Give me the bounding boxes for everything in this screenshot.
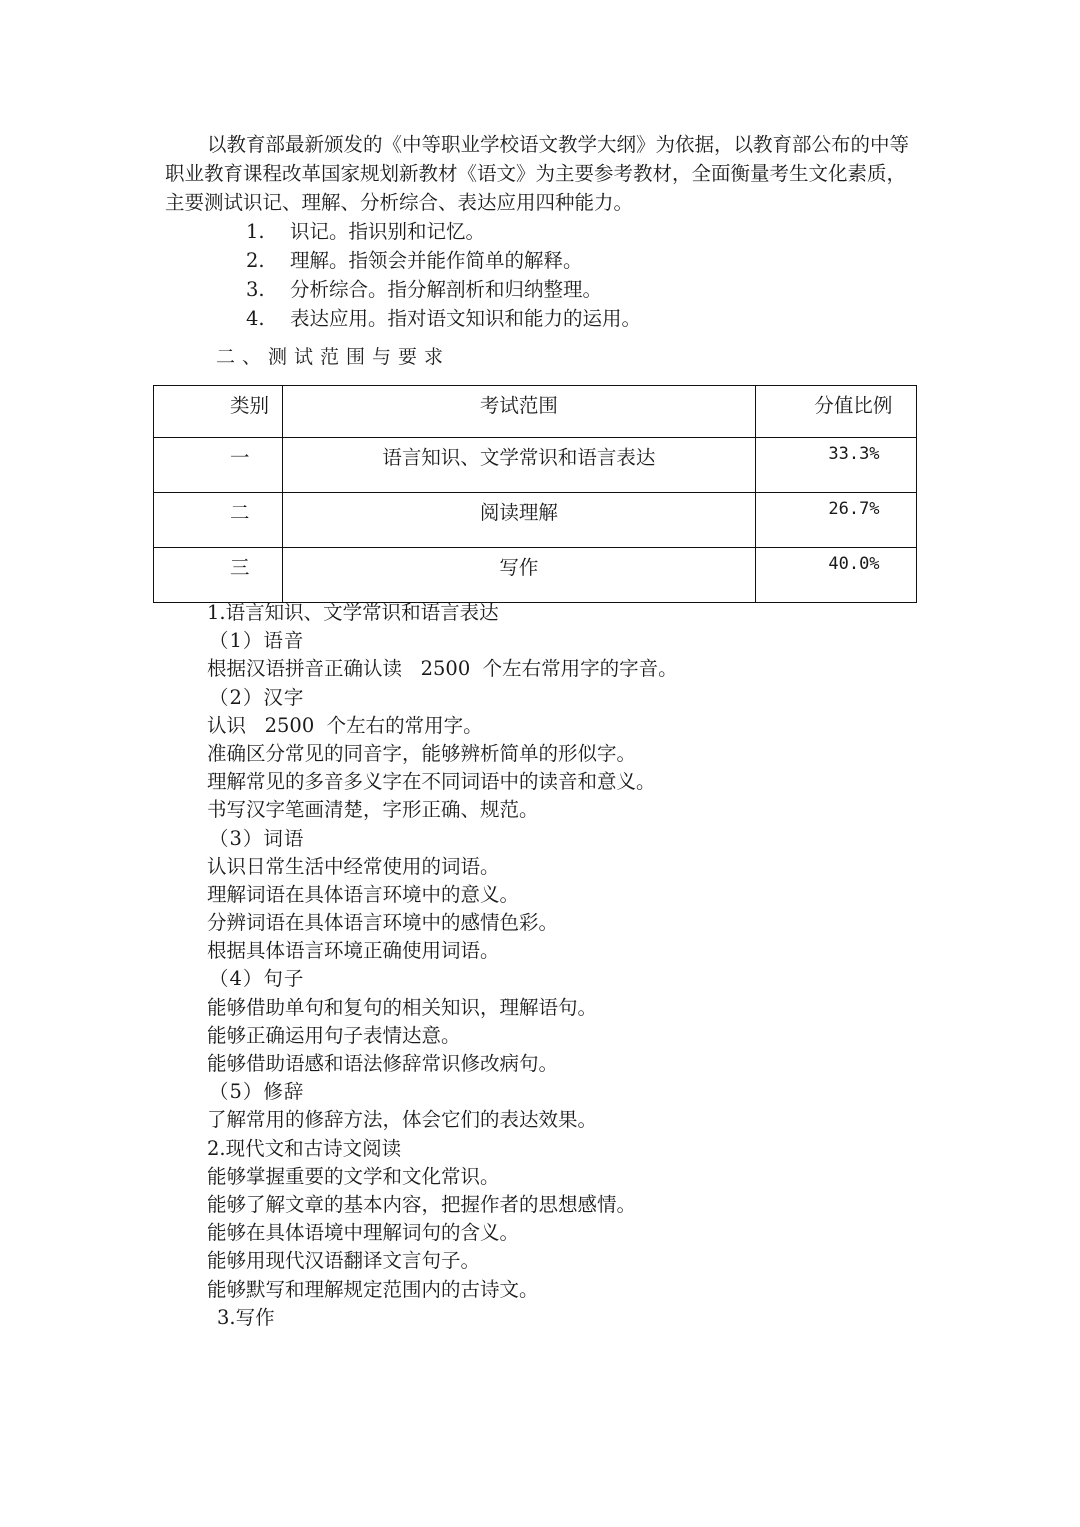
requirement-line: 能够了解文章的基本内容，把握作者的思想感情。 [207,1192,637,1216]
cell-ratio: 40.0% [756,548,917,603]
table-row [154,438,917,493]
cell-scope: 语言知识、文学常识和语言表达 [282,438,756,493]
header-scope: 考试范围 [282,386,756,438]
requirement-line: 根据具体语言环境正确使用词语。 [207,939,500,963]
exam-range-table [153,385,917,603]
requirement-line: 能够正确运用句子表情达意。 [207,1023,461,1047]
ability-item [246,275,641,304]
requirement-line: 认识日常生活中经常使用的词语。 [207,854,500,878]
ability-number: 3. [246,278,265,301]
requirement-line: 能够默写和理解规定范围内的古诗文。 [207,1277,539,1301]
requirement-line: 根据汉语拼音正确认读 2500 个左右常用字的字音。 [207,657,678,681]
requirement-line: 能够借助语感和语法修辞常识修改病句。 [207,1052,559,1075]
table-header-row [154,386,917,438]
cell-ratio: 26.7% [756,493,917,548]
ability-list [246,217,641,333]
requirement-line: 能够借助单句和复句的相关知识，理解语句。 [207,995,598,1019]
table-row [154,493,917,548]
topic-heading: （5）修辞 [209,1080,305,1104]
topic-heading: （2）汉字 [209,685,305,709]
requirement-line: 理解词语在具体语言环境中的意义。 [207,882,520,906]
requirement-line: 能够用现代汉语翻译文言句子。 [207,1249,481,1273]
ability-number: 4. [246,307,265,330]
requirement-line: 准确区分常见的同音字，能够辨析简单的形似字。 [207,741,637,765]
ability-text: 理解。指领会并能作简单的解释。 [290,249,583,272]
header-category: 类别 [154,386,283,438]
cell-category: 一 [154,438,283,493]
ability-item [246,246,641,275]
requirement-line: 认识 2500 个左右的常用字。 [207,713,483,737]
ability-item [246,304,641,333]
cell-category: 三 [154,548,283,603]
requirement-line: 能够掌握重要的文学和文化常识。 [207,1164,500,1188]
section-heading: 二、测试范围与要求 [216,346,451,368]
requirement-line: 理解常见的多音多义字在不同词语中的读音和意义。 [207,770,656,794]
requirements-details [207,599,927,1332]
subsection-title: 2.现代文和古诗文阅读 [207,1136,402,1160]
cell-scope: 写作 [282,548,756,603]
subsection-title: 3.写作 [217,1305,275,1329]
header-ratio: 分值比例 [756,386,917,438]
subsection-title: 1.语言知识、文学常识和语言表达 [207,601,499,624]
intro-paragraph: 以教育部最新颁发的《中等职业学校语文教学大纲》为依据，以教育部公布的中等职业教育课程改革国家规划新教材《语文》为主要参考教材，全面衡量考生文化素质，主要测试识记、理解、分析综合、表达应用四种能力。 [165,133,910,214]
requirement-line: 分辨词语在具体语言环境中的感情色彩。 [207,911,559,935]
requirement-line: 能够在具体语境中理解词句的含义。 [207,1221,520,1245]
ability-number: 2. [246,249,265,272]
ability-text: 表达应用。指对语文知识和能力的运用。 [290,307,642,330]
cell-category: 二 [154,493,283,548]
topic-heading: （1）语音 [209,629,305,653]
ability-item [246,217,641,246]
requirement-line: 了解常用的修辞方法，体会它们的表达效果。 [207,1108,598,1132]
ability-number: 1. [246,220,265,243]
topic-heading: （4）句子 [209,967,305,991]
requirement-line: 书写汉字笔画清楚，字形正确、规范。 [207,798,539,822]
topic-heading: （3）词语 [209,826,305,850]
ability-text: 分析综合。指分解剖析和归纳整理。 [290,278,603,301]
table-row [154,548,917,603]
cell-ratio: 33.3% [756,438,917,493]
cell-scope: 阅读理解 [282,493,756,548]
ability-text: 识记。指识别和记忆。 [290,220,486,243]
